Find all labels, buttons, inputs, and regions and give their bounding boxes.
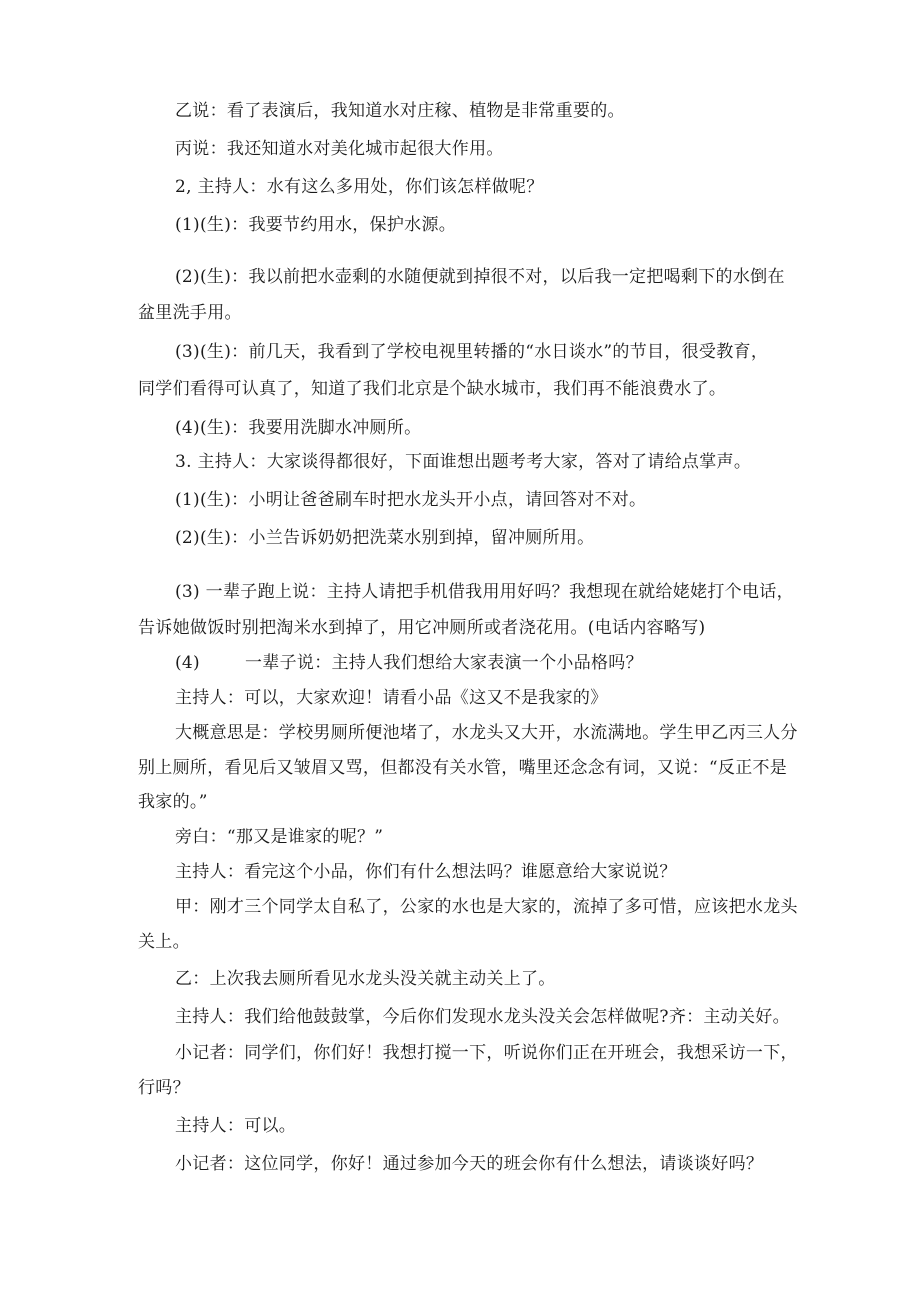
text-line: 大概意思是：学校男厕所便池堵了，水龙头又大开，水流满地。学生甲乙丙三人分 xyxy=(175,723,798,743)
text-line: 乙说：看了表演后，我知道水对庄稼、植物是非常重要的。 xyxy=(175,101,625,121)
text-line: 主持人：可以，大家欢迎！请看小品《这又不是我家的》 xyxy=(175,688,608,708)
text-line: 告诉她做饭时别把淘米水到掉了，用它冲厕所或者浇花用。(电话内容略写) xyxy=(138,618,706,638)
text-line: 主持人：看完这个小品，你们有什么想法吗？谁愿意给大家说说？ xyxy=(175,862,677,882)
text-line: (1)(生)：我要节约用水，保护水源。 xyxy=(175,215,457,235)
text-line: 小记者：这位同学，你好！通过参加今天的班会你有什么想法，请谈谈好吗？ xyxy=(175,1154,764,1174)
text-line: 关上。 xyxy=(138,932,190,952)
text-line: 乙：上次我去厕所看见水龙头没关就主动关上了。 xyxy=(175,969,556,989)
text-line: 丙说：我还知道水对美化城市起很大作用。 xyxy=(175,139,504,159)
text-line: (3) 一辈子跑上说：主持人请把手机借我用用好吗？我想现在就给姥姥打个电话， xyxy=(175,582,794,602)
text-line: 别上厕所，看见后又皱眉又骂，但都没有关水管，嘴里还念念有词，又说：“反正不是 xyxy=(138,758,788,778)
text-line: 行吗？ xyxy=(138,1078,190,1098)
text-line: 一辈子说：主持人我们想给大家表演一个小品格吗？ xyxy=(245,653,643,673)
text-line: 旁白：“那又是谁家的呢？” xyxy=(175,827,384,847)
text-line: 小记者：同学们，你们好！我想打搅一下，听说你们正在开班会，我想采访一下， xyxy=(175,1043,798,1063)
text-line: 2, 主持人：水有这么多用处，你们该怎样做呢？ xyxy=(175,177,544,197)
text-line: (2)(生)：小兰告诉奶奶把洗菜水别到掉，留冲厕所用。 xyxy=(175,528,595,548)
text-line: (3)(生)：前几天，我看到了学校电视里转播的“水日谈水”的节目，很受教育， xyxy=(175,342,769,362)
text-line: 主持人：可以。 xyxy=(175,1116,297,1136)
text-line: (4) xyxy=(175,653,200,673)
text-line: (1)(生)：小明让爸爸刷车时把水龙头开小点，请回答对不对。 xyxy=(175,490,647,510)
text-line: 主持人：我们给他鼓鼓掌，今后你们发现水龙头没关会怎样做呢?齐：主动关好。 xyxy=(175,1007,790,1027)
text-line: (2)(生)：我以前把水壶剩的水随便就到掉很不对，以后我一定把喝剩下的水倒在 xyxy=(175,267,785,287)
text-line: (4)(生)：我要用洗脚水冲厕所。 xyxy=(175,418,422,438)
text-line: 3. 主持人：大家谈得都很好，下面谁想出题考考大家，答对了请给点掌声。 xyxy=(175,452,752,472)
text-line: 盆里洗手用。 xyxy=(138,303,242,323)
text-line: 我家的。” xyxy=(138,792,208,812)
text-line: 同学们看得可认真了，知道了我们北京是个缺水城市，我们再不能浪费水了。 xyxy=(138,379,727,399)
text-line: 甲：刚才三个同学太自私了，公家的水也是大家的，流掉了多可惜，应该把水龙头 xyxy=(175,897,798,917)
